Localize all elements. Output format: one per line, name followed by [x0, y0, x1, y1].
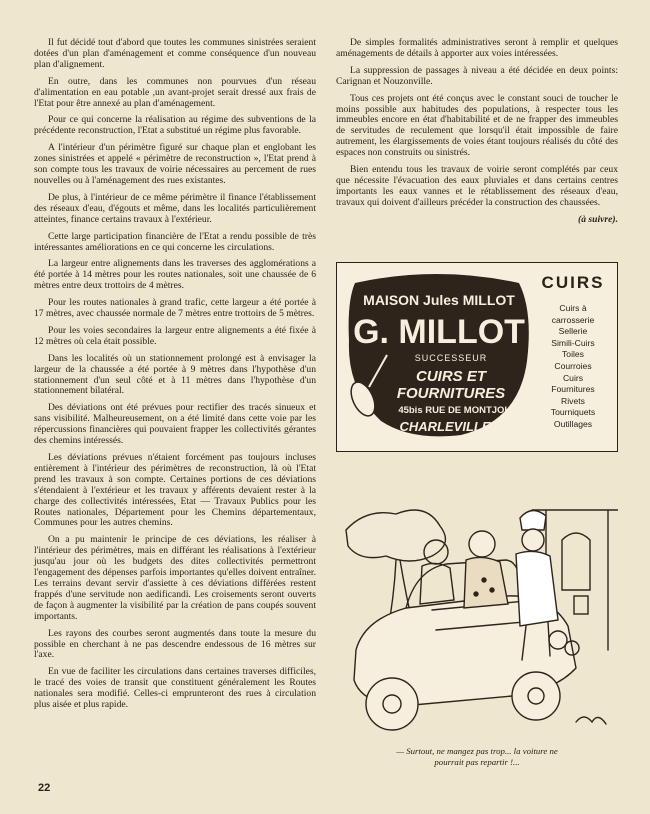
paragraph: Dans les localités où un stationnement prolongé est à envisager la largeur de la chaussée a été portée à 9 mètres dans l'hypothèse d'un stationnement d'un seul côté et à 11 mètres dans l'hypothèse d'un stationnement bilatéral. — [34, 352, 316, 397]
right-text-column — [336, 38, 618, 232]
page-number: 22 — [38, 782, 51, 794]
ad-list-item: carrosserie — [551, 314, 595, 325]
left-text-column — [34, 38, 316, 717]
ad-list-item: Outillages — [553, 418, 593, 429]
ad-list-item: Cuirs à — [559, 303, 587, 313]
ad-line2: FOURNITURES — [396, 385, 506, 402]
ad-product-list — [533, 273, 613, 431]
ad-maison-text: MAISON Jules MILLOT — [363, 292, 515, 308]
ad-company-name: G. MILLOT — [353, 313, 525, 351]
ad-list-item: Toiles — [562, 349, 584, 360]
artist-signature — [576, 717, 606, 724]
person-woman-body — [464, 557, 508, 608]
building-window — [574, 596, 588, 614]
paragraph: Pour les voies secondaires la largeur entre alignements a été fixée à 12 mètres où cela était possible. — [34, 324, 316, 347]
paragraph: En vue de faciliter les circulations dans certaines traverses difficiles, le tracé des voies de transit que constituent généralement les Routes nationales sera modifié. Celles-ci emprunteront des rues à circulation plus aisée et plus rapide. — [34, 666, 316, 711]
paragraph: Les rayons des courbes seront augmentés dans toute la mesure du possible en cherchant à ne pas descendre endessous de 16 mètres sur l'axe. — [34, 627, 316, 661]
building-doorway — [562, 533, 590, 590]
ad-list-item: Rivets — [561, 395, 585, 406]
paragraph: Des déviations ont été prévues pour rectifier des tracés sinueux et sans visibilité. Malheureusement, on a été limité dans cette voie par les répercussions financières qui pouvaient frapper les collectivités gérantes des chemins intéressés. — [34, 402, 316, 447]
millot-logo-emblem — [341, 271, 533, 443]
paragraph: On a pu maintenir le principe de ces déviations, les réaliser à l'intérieur des périmètres, mais en différant les réalisations à l'extérieur jusqu'au jour où les budgets des dites collectivités permettront l'engagement des dépenses parfois importantes qu'elles doivent entraîner. Les terrains devant servir d'assiette à ces déviations différées restent frappés d'une servitude non aedificandi. Les croisements seront ouverts de façon à augmenter la visibilité par la création de pans coupés souvent importants. — [34, 534, 316, 622]
paragraph: La largeur entre alignements dans les traverses des agglomérations a été portée à 14 mètres pour les routes nationales, soit une chaussée de 6 mètres entre deux trottoirs de 4 mètres. — [34, 258, 316, 292]
ad-line1: CUIRS ET — [415, 368, 487, 385]
ad-list-item: Cuirs — [562, 372, 584, 383]
to-be-continued: (à suivre). — [578, 213, 618, 225]
tree-foliage — [346, 510, 445, 561]
person-woman-head — [469, 531, 495, 557]
paragraph: A l'intérieur d'un périmètre figuré sur chaque plan et englobant les zones sinistrées et appelé « périmètre de reconstruction », l'Etat prend à son compte tous les travaux de voirie nécessaires au percement de rues nouvelles ou à l'aménagement des rues existantes. — [34, 142, 316, 186]
car-wheel-left — [366, 678, 418, 730]
paragraph: La suppression de passages à niveau a été décidée en deux points: Carignan et Nouzonville. — [336, 64, 618, 87]
paragraph: Les déviations prévues n'étaient forcément pas toujours incluses entièrement à l'intérieur des périmètres de reconstruction, là où l'Etat prend les travaux à son compte. Certaines portions de ces déviations s'étendaient à l'extérieur et les travaux y afférents devaient rester à la charge des collectivités intéressées, Etat — Travaux Publics pour les Routes nationales, Département pour les Chemins départementaux, Communes pour les autres chemins. — [34, 452, 316, 529]
paragraph: Il fut décidé tout d'abord que toutes les communes sinistrées seraient dotées d'un plan d'aménagement et comme conséquence d'un nouveau plan d'alignement. — [34, 37, 316, 70]
chef-hat — [520, 510, 546, 530]
ad-list-item: Courroies — [554, 360, 592, 371]
paragraph: Tous ces projets ont été conçus avec le constant souci de toucher le moins possible aux habitudes des populations, à respecter tous les immeubles encore en état d'habitabilité et de ne frapper des immeubles de servitudes de reculement que lorsqu'il était impossible de faire autrement, les élargissements de voies étant toujours réalisés du côté des espaces non construits ou sinistrés. — [336, 92, 618, 159]
paragraph: Bien entendu tous les travaux de voirie seront complétés par ceux que nécessite l'évacuation des eaux pluviales et dans certains centres importants les eaux vannes et le rétablissement des réseaux d'eau, travaux qui doivent d'ailleurs précéder la construction des chaussées. — [336, 164, 618, 208]
paragraph: De plus, à l'intérieur de ce même périmètre il finance l'établissement des réseaux d'eau, d'égouts et même, dans les localités particulièrement atteintes, finance certains travaux à l'extérieur. — [34, 191, 316, 225]
paragraph: De simples formalités administratives seront à remplir et quelques aménagements de détails à apporter aux voies intéressées. — [336, 37, 618, 59]
chef-head — [522, 529, 544, 551]
cartoon-caption — [336, 746, 618, 768]
ad-list-item: Fournitures — [551, 384, 595, 395]
cartoon-illustration — [336, 500, 618, 748]
paragraph: Cette large participation financière de l'Etat a rendu possible de très intéressantes améliorations en ce qui concerne les circulations. — [34, 230, 316, 253]
millot-advertisement — [336, 262, 618, 452]
ad-list-title: CUIRS — [541, 273, 605, 292]
person-driver-body — [420, 563, 454, 604]
paragraph: Pour les routes nationales à grand trafic, cette largeur a été portée à 17 mètres, avec chaussée normale de 7 mètres entre trottoirs de 5 mètres. — [34, 297, 316, 320]
paragraph: En outre, dans les communes non pourvues d'un réseau d'alimentation en eau potable ,un avant-projet serait dressé aux frais de l'Etat pour être annexé au plan d'aménagement. — [34, 75, 316, 109]
ad-address: 45bis RUE DE MONTJOLY — [398, 405, 516, 416]
car-wheel-right — [512, 672, 560, 720]
ad-list-item: Simili-Cuirs — [551, 337, 595, 348]
paragraph: Pour ce qui concerne la réalisation au régime des subventions de la précédente reconstruction, l'Etat a substitué un régime plus favorable. — [34, 114, 316, 137]
caption-line: — Surtout, ne mangez pas trop... la voiture ne — [396, 746, 558, 756]
ad-list-item: Sellerie — [558, 326, 588, 337]
ad-city: CHARLEVILLE — [399, 419, 491, 434]
caption-line: pourrait pas repartir !... — [434, 757, 520, 767]
chef-body — [516, 551, 558, 626]
ad-phone: T. 20-29 — [495, 424, 523, 433]
ad-list-item: Tourniquets — [550, 407, 596, 418]
ad-successeur-text: SUCCESSEUR — [414, 353, 488, 363]
